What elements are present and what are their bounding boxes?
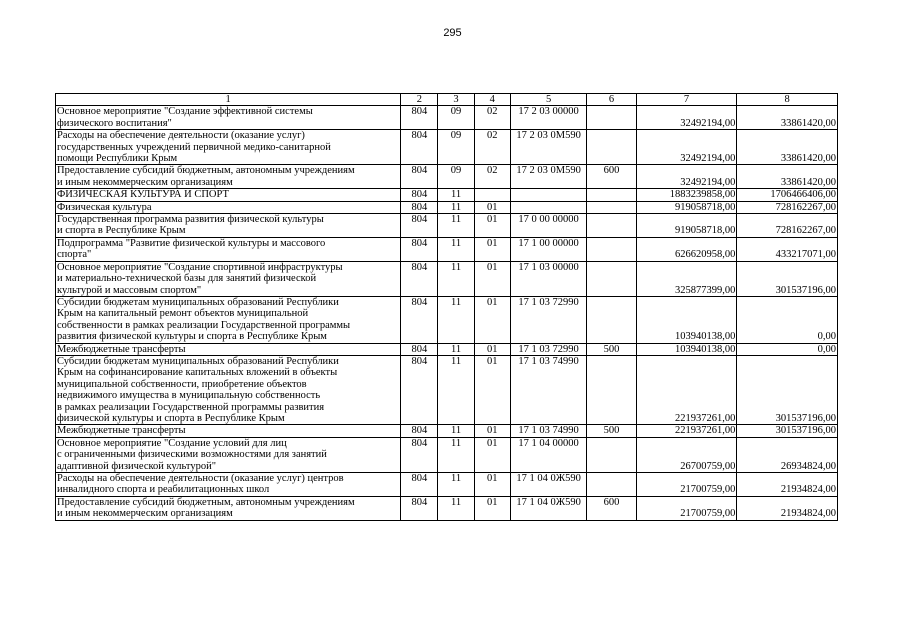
table-row (56, 237, 838, 261)
column-header: 3 (438, 94, 474, 106)
column-header: 2 (401, 94, 438, 106)
row-name-line: государственных учреждений первичной медико-санитарной (57, 141, 331, 153)
page-number: 295 (443, 27, 462, 39)
section-code-cell: 11 (438, 189, 474, 201)
subsection-code-cell: 01 (474, 343, 510, 355)
row-name-cell (56, 214, 401, 238)
expense-type-cell: 500 (587, 343, 636, 355)
admin-code-cell: 804 (401, 214, 438, 238)
row-name-cell (56, 425, 401, 437)
table-row (56, 189, 838, 201)
amount-year2-cell: 301537196,00 (737, 425, 838, 437)
row-name-line: ФИЗИЧЕСКАЯ КУЛЬТУРА И СПОРТ (57, 189, 229, 201)
row-name-cell (56, 189, 401, 201)
table-row (56, 437, 838, 472)
row-name-line: Субсидии бюджетам муниципальных образований Республики (57, 296, 339, 308)
admin-code-cell: 804 (401, 496, 438, 520)
amount-year1-cell: 26700759,00 (636, 437, 737, 472)
subsection-code-cell: 01 (474, 473, 510, 497)
expense-type-cell (587, 214, 636, 238)
row-name-line: Подпрограмма "Развитие физической культуры и массового (57, 237, 326, 249)
column-header: 7 (636, 94, 737, 106)
row-name-line: Межбюджетные трансферты (57, 425, 186, 437)
amount-year2-cell: 33861420,00 (737, 106, 838, 130)
subsection-code-cell: 01 (474, 237, 510, 261)
amount-year2-cell: 1706466406,00 (737, 189, 838, 201)
row-name-line: с ограниченными физическими возможностями для занятий (57, 449, 327, 461)
expense-type-cell: 600 (587, 496, 636, 520)
target-article-cell: 17 1 00 00000 (510, 237, 586, 261)
row-name-line: и иным некоммерческим организациям (57, 508, 233, 520)
row-name-cell (56, 106, 401, 130)
row-name-line: в рамках реализации Государственной программы развития (57, 401, 325, 413)
subsection-code-cell: 01 (474, 261, 510, 296)
target-article-cell: 17 1 04 0Ж590 (510, 496, 586, 520)
amount-year1-cell: 919058718,00 (636, 201, 737, 213)
table-row (56, 261, 838, 296)
expense-type-cell (587, 261, 636, 296)
amount-year2-cell: 21934824,00 (737, 473, 838, 497)
row-name-line: Предоставление субсидий бюджетным, автономным учреждениям (57, 496, 355, 508)
section-code-cell: 11 (438, 343, 474, 355)
row-name-line: Расходы на обеспечение деятельности (оказание услуг) центров (57, 473, 344, 484)
expense-type-cell (587, 106, 636, 130)
amount-year1-cell: 325877399,00 (636, 261, 737, 296)
expense-type-cell (587, 437, 636, 472)
table-row (56, 355, 838, 424)
section-code-cell: 11 (438, 355, 474, 424)
admin-code-cell: 804 (401, 165, 438, 189)
amount-year2-cell: 0,00 (737, 296, 838, 343)
row-name-line: развития физической культуры и спорта в Республике Крым (57, 331, 327, 343)
row-name-cell (56, 261, 401, 296)
target-article-cell: 17 1 03 00000 (510, 261, 586, 296)
subsection-code-cell: 02 (474, 165, 510, 189)
row-name-cell (56, 355, 401, 424)
row-name-cell (56, 296, 401, 343)
target-article-cell (510, 189, 586, 201)
amount-year2-cell: 433217071,00 (737, 237, 838, 261)
subsection-code-cell: 01 (474, 296, 510, 343)
section-code-cell: 09 (438, 106, 474, 130)
section-code-cell: 11 (438, 496, 474, 520)
amount-year1-cell: 21700759,00 (636, 496, 737, 520)
row-name-line: Субсидии бюджетам муниципальных образований Республики (57, 355, 339, 367)
row-name-line: инвалидного спорта и реабилитационных школ (57, 484, 270, 496)
row-name-cell (56, 437, 401, 472)
row-name-line: Расходы на обеспечение деятельности (оказание услуг) (57, 130, 305, 142)
row-name-cell (56, 343, 401, 355)
expense-type-cell (587, 201, 636, 213)
amount-year2-cell: 33861420,00 (737, 130, 838, 165)
row-name-line: спорта" (57, 249, 92, 261)
subsection-code-cell: 02 (474, 130, 510, 165)
subsection-code-cell: 01 (474, 425, 510, 437)
row-name-line: и иным некоммерческим организациям (57, 176, 233, 188)
section-code-cell: 11 (438, 437, 474, 472)
amount-year1-cell: 626620958,00 (636, 237, 737, 261)
row-name-cell (56, 473, 401, 497)
row-name-line: муниципальной собственности, приобретение объектов (57, 378, 307, 390)
admin-code-cell: 804 (401, 130, 438, 165)
column-header: 6 (587, 94, 636, 106)
admin-code-cell: 804 (401, 437, 438, 472)
row-name-cell (56, 201, 401, 213)
target-article-cell: 17 1 03 72990 (510, 343, 586, 355)
target-article-cell: 17 0 00 00000 (510, 214, 586, 238)
row-name-line: физического воспитания" (57, 117, 172, 129)
admin-code-cell: 804 (401, 425, 438, 437)
row-name-line: помощи Республики Крым (57, 153, 178, 165)
table-row (56, 165, 838, 189)
target-article-cell: 17 1 03 74990 (510, 355, 586, 424)
amount-year1-cell: 221937261,00 (636, 355, 737, 424)
table-header-row (56, 94, 838, 106)
row-name-line: адаптивной физической культурой" (57, 460, 217, 472)
row-name-line: Основное мероприятие "Создание спортивной инфраструктуры (57, 261, 343, 273)
row-name-cell (56, 496, 401, 520)
target-article-cell: 17 1 04 00000 (510, 437, 586, 472)
section-code-cell: 11 (438, 425, 474, 437)
row-name-cell (56, 165, 401, 189)
expense-type-cell (587, 296, 636, 343)
subsection-code-cell: 01 (474, 201, 510, 213)
subsection-code-cell: 01 (474, 355, 510, 424)
amount-year2-cell: 26934824,00 (737, 437, 838, 472)
target-article-cell (510, 201, 586, 213)
row-name-line: культурой и массовым спортом" (57, 284, 202, 296)
column-header: 4 (474, 94, 510, 106)
table-row (56, 473, 838, 497)
table-row (56, 425, 838, 437)
table-row (56, 201, 838, 213)
admin-code-cell: 804 (401, 261, 438, 296)
target-article-cell: 17 2 03 0М590 (510, 165, 586, 189)
section-code-cell: 11 (438, 214, 474, 238)
admin-code-cell: 804 (401, 189, 438, 201)
row-name-line: Крым на софинансирование капитальных вложений в объекты (57, 367, 338, 379)
admin-code-cell: 804 (401, 296, 438, 343)
target-article-cell: 17 2 03 0М590 (510, 130, 586, 165)
subsection-code-cell: 01 (474, 496, 510, 520)
subsection-code-cell: 02 (474, 106, 510, 130)
row-name-line: и спорта в Республике Крым (57, 225, 186, 237)
row-name-line: Основное мероприятие "Создание условий для лиц (57, 437, 287, 449)
amount-year1-cell: 103940138,00 (636, 343, 737, 355)
amount-year2-cell: 301537196,00 (737, 355, 838, 424)
column-header: 5 (510, 94, 586, 106)
budget-table (55, 93, 838, 521)
subsection-code-cell (474, 189, 510, 201)
table-row (56, 343, 838, 355)
admin-code-cell: 804 (401, 106, 438, 130)
amount-year1-cell: 103940138,00 (636, 296, 737, 343)
section-code-cell: 11 (438, 237, 474, 261)
column-header: 1 (56, 94, 401, 106)
amount-year2-cell: 21934824,00 (737, 496, 838, 520)
target-article-cell: 17 1 04 0Ж590 (510, 473, 586, 497)
expense-type-cell (587, 130, 636, 165)
target-article-cell: 17 2 03 00000 (510, 106, 586, 130)
subsection-code-cell: 01 (474, 437, 510, 472)
amount-year2-cell: 0,00 (737, 343, 838, 355)
expense-type-cell: 600 (587, 165, 636, 189)
amount-year2-cell: 728162267,00 (737, 214, 838, 238)
column-header: 8 (737, 94, 838, 106)
admin-code-cell: 804 (401, 355, 438, 424)
amount-year1-cell: 32492194,00 (636, 130, 737, 165)
amount-year1-cell: 21700759,00 (636, 473, 737, 497)
table-row (56, 106, 838, 130)
row-name-line: Государственная программа развития физической культуры (57, 214, 324, 226)
target-article-cell: 17 1 03 72990 (510, 296, 586, 343)
section-code-cell: 11 (438, 296, 474, 343)
admin-code-cell: 804 (401, 473, 438, 497)
row-name-cell (56, 237, 401, 261)
row-name-line: недвижимого имущества в муниципальную собственность (57, 390, 321, 402)
amount-year2-cell: 301537196,00 (737, 261, 838, 296)
expense-type-cell: 500 (587, 425, 636, 437)
section-code-cell: 11 (438, 261, 474, 296)
admin-code-cell: 804 (401, 237, 438, 261)
table-row (56, 296, 838, 343)
row-name-line: Физическая культура (57, 201, 152, 213)
amount-year1-cell: 32492194,00 (636, 165, 737, 189)
amount-year1-cell: 32492194,00 (636, 106, 737, 130)
table-row (56, 130, 838, 165)
amount-year2-cell: 728162267,00 (737, 201, 838, 213)
section-code-cell: 11 (438, 473, 474, 497)
table-row (56, 214, 838, 238)
amount-year1-cell: 919058718,00 (636, 214, 737, 238)
row-name-line: собственности в рамках реализации Государственной программы (57, 319, 351, 331)
admin-code-cell: 804 (401, 343, 438, 355)
expense-type-cell (587, 237, 636, 261)
section-code-cell: 09 (438, 130, 474, 165)
row-name-line: и материально-технической базы для занятий физической (57, 273, 317, 285)
expense-type-cell (587, 473, 636, 497)
row-name-line: Основное мероприятие "Создание эффективной системы (57, 106, 313, 118)
row-name-line: Крым на капитальный ремонт объектов муниципальной (57, 308, 309, 320)
amount-year1-cell: 221937261,00 (636, 425, 737, 437)
table-row (56, 496, 838, 520)
row-name-line: Межбюджетные трансферты (57, 343, 186, 355)
expense-type-cell (587, 189, 636, 201)
section-code-cell: 09 (438, 165, 474, 189)
amount-year2-cell: 33861420,00 (737, 165, 838, 189)
expense-type-cell (587, 355, 636, 424)
amount-year1-cell: 1883239858,00 (636, 189, 737, 201)
row-name-line: физической культуры и спорта в Республике Крым (57, 412, 285, 424)
section-code-cell: 11 (438, 201, 474, 213)
row-name-line: Предоставление субсидий бюджетным, автономным учреждениям (57, 165, 355, 177)
target-article-cell: 17 1 03 74990 (510, 425, 586, 437)
admin-code-cell: 804 (401, 201, 438, 213)
subsection-code-cell: 01 (474, 214, 510, 238)
row-name-cell (56, 130, 401, 165)
